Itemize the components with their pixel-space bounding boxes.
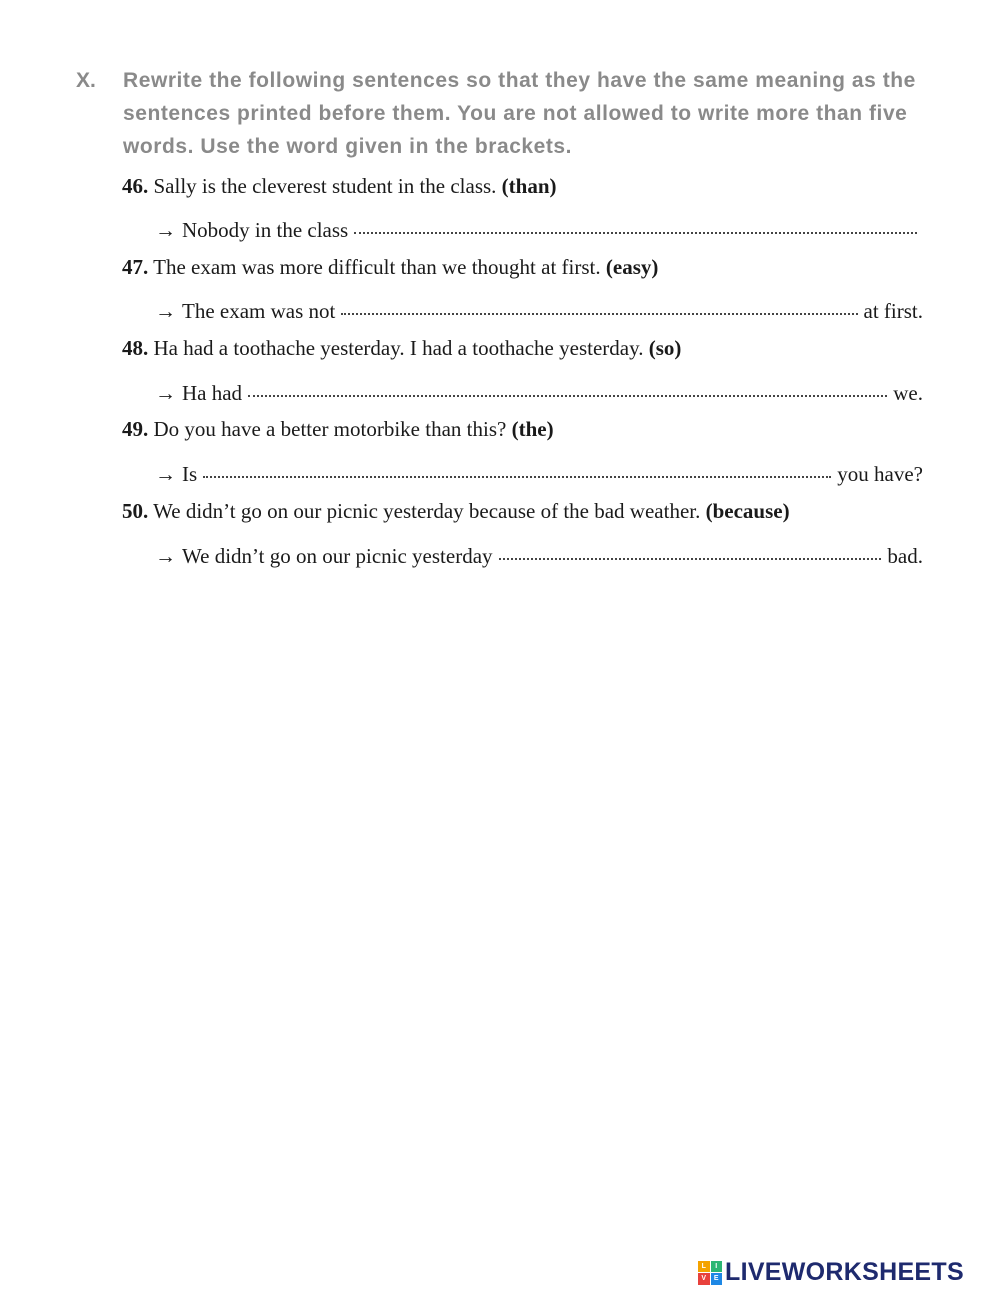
logo-tile: L xyxy=(698,1261,710,1273)
answer-line-49 xyxy=(155,457,923,487)
question-sentence: We didn’t go on our picnic yesterday because of the bad weather. xyxy=(153,499,701,523)
answer-input-47[interactable] xyxy=(341,294,857,318)
answer-line-47 xyxy=(155,294,923,324)
question-sentence: Do you have a better motorbike than this? xyxy=(153,417,507,441)
keyword-hint: (than) xyxy=(501,174,557,198)
question-number: 48. xyxy=(122,336,149,360)
answer-prefix: Is xyxy=(182,462,198,486)
arrow-icon: → xyxy=(155,218,176,242)
answer-suffix: bad. xyxy=(887,544,923,568)
answer-input-50[interactable] xyxy=(499,539,882,563)
answer-blank-49[interactable] xyxy=(203,457,831,481)
answer-suffix: at first. xyxy=(863,299,923,323)
question-50 xyxy=(122,498,790,524)
keyword-hint: (because) xyxy=(705,499,790,523)
question-46 xyxy=(122,173,557,199)
answer-prefix: We didn’t go on our picnic yesterday xyxy=(182,544,493,568)
answer-suffix: we. xyxy=(893,381,923,405)
question-sentence: Sally is the cleverest student in the class. xyxy=(153,174,497,198)
answer-suffix: you have? xyxy=(837,462,923,486)
keyword-hint: (so) xyxy=(648,336,682,360)
answer-input-48[interactable] xyxy=(248,376,887,400)
answer-blank-50[interactable] xyxy=(499,539,882,563)
question-number: 50. xyxy=(122,499,149,523)
question-49 xyxy=(122,416,554,442)
arrow-icon: → xyxy=(155,299,176,323)
answer-prefix: The exam was not xyxy=(182,299,336,323)
arrow-icon: → xyxy=(155,462,176,486)
question-number: 46. xyxy=(122,174,149,198)
question-47 xyxy=(122,254,658,280)
arrow-icon: → xyxy=(155,544,176,568)
logo-tile: E xyxy=(711,1273,723,1285)
question-sentence: Ha had a toothache yesterday. I had a toothache yesterday. xyxy=(153,336,644,360)
instruction-text: Rewrite the following sentences so that they have the same meaning as the sentences printed before them. You are not allowed to write more than five words. Use the word given in the brackets. xyxy=(123,69,916,158)
answer-prefix: Ha had xyxy=(182,381,243,405)
answer-blank-47[interactable] xyxy=(341,294,857,318)
answer-input-46[interactable] xyxy=(354,213,917,237)
answer-blank-46[interactable] xyxy=(354,213,917,237)
keyword-hint: (the) xyxy=(511,417,554,441)
question-sentence: The exam was more difficult than we thought at first. xyxy=(153,255,601,279)
logo-tile: I xyxy=(711,1261,723,1273)
logo-icon xyxy=(698,1261,722,1285)
arrow-icon: → xyxy=(155,381,176,405)
answer-line-46 xyxy=(155,213,923,243)
answer-line-50 xyxy=(155,539,923,569)
question-number: 47. xyxy=(122,255,149,279)
answer-blank-48[interactable] xyxy=(248,376,887,400)
answer-input-49[interactable] xyxy=(203,457,831,481)
question-48 xyxy=(122,335,681,361)
logo-tile: V xyxy=(698,1273,710,1285)
liveworksheets-logo xyxy=(698,1258,964,1287)
answer-line-48 xyxy=(155,376,923,406)
answer-prefix: Nobody in the class xyxy=(182,218,349,242)
question-number: 49. xyxy=(122,417,149,441)
logo-text: LIVEWORKSHEETS xyxy=(725,1258,964,1286)
keyword-hint: (easy) xyxy=(605,255,659,279)
exercise-number: X. xyxy=(76,69,96,92)
